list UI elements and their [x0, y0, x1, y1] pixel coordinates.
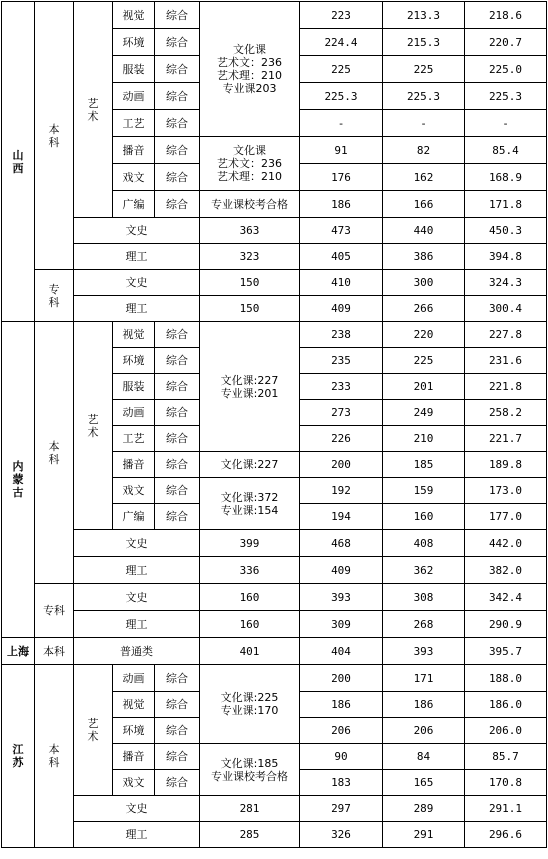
score-cell: 160	[383, 504, 465, 530]
score-cell: 473	[300, 218, 383, 244]
score-cell: 249	[383, 400, 465, 426]
major-cell: 视觉	[113, 322, 155, 348]
table-row	[2, 665, 547, 692]
major-cell: 服装	[113, 56, 155, 83]
subject-cell: 综合	[155, 426, 200, 452]
score-cell: 183	[300, 770, 383, 796]
score-cell: 268	[383, 611, 465, 638]
subject-cell: 综合	[155, 665, 200, 692]
major-cell: 播音	[113, 452, 155, 478]
score-cell: 290.9	[465, 611, 547, 638]
table-row	[2, 822, 547, 848]
level-cell-zhuanke: 专科	[35, 584, 74, 638]
level-cell-benke: 本科	[35, 638, 74, 665]
control-line-note: 文化课:227	[200, 452, 300, 478]
score-cell: -	[300, 110, 383, 137]
control-line-cell: 336	[200, 557, 300, 584]
score-cell: 273	[300, 400, 383, 426]
table-row	[2, 530, 547, 557]
score-cell: 159	[383, 478, 465, 504]
score-cell: 206	[383, 718, 465, 744]
control-line-note: 文化课 艺术文：236 艺术理：210	[200, 137, 300, 191]
table-row	[2, 296, 547, 322]
score-cell: 213.3	[383, 2, 465, 29]
score-cell: 220.7	[465, 29, 547, 56]
table-row	[2, 218, 547, 244]
category-cell: 文史	[74, 218, 200, 244]
major-cell: 工艺	[113, 426, 155, 452]
subject-cell: 综合	[155, 164, 200, 191]
score-cell: 206.0	[465, 718, 547, 744]
category-cell-art: 艺 术	[74, 665, 113, 796]
score-cell: 200	[300, 452, 383, 478]
level-cell-benke: 本 科	[35, 322, 74, 584]
major-cell: 服装	[113, 374, 155, 400]
category-cell: 文史	[74, 270, 200, 296]
score-cell: 450.3	[465, 218, 547, 244]
score-cell: 382.0	[465, 557, 547, 584]
score-cell: 201	[383, 374, 465, 400]
score-cell: 409	[300, 296, 383, 322]
score-cell: 440	[383, 218, 465, 244]
score-table-container	[1, 1, 547, 848]
score-cell: 408	[383, 530, 465, 557]
control-line-note: 专业课校考合格	[200, 191, 300, 218]
major-cell: 动画	[113, 665, 155, 692]
score-cell: 395.7	[465, 638, 547, 665]
category-cell: 理工	[74, 557, 200, 584]
score-cell: 442.0	[465, 530, 547, 557]
major-cell: 环境	[113, 29, 155, 56]
level-cell-benke: 本 科	[35, 2, 74, 270]
score-cell: 468	[300, 530, 383, 557]
score-cell: 192	[300, 478, 383, 504]
score-cell: 393	[300, 584, 383, 611]
score-cell: 394.8	[465, 244, 547, 270]
major-cell: 动画	[113, 83, 155, 110]
score-cell: 225.3	[300, 83, 383, 110]
subject-cell: 综合	[155, 83, 200, 110]
score-cell: 225	[383, 348, 465, 374]
category-cell: 文史	[74, 584, 200, 611]
subject-cell: 综合	[155, 322, 200, 348]
score-cell: 176	[300, 164, 383, 191]
score-cell: 186	[300, 692, 383, 718]
score-cell: 291.1	[465, 796, 547, 822]
table-row	[2, 244, 547, 270]
control-line-cell: 150	[200, 270, 300, 296]
score-cell: 218.6	[465, 2, 547, 29]
subject-cell: 综合	[155, 504, 200, 530]
score-cell: 171	[383, 665, 465, 692]
score-cell: 258.2	[465, 400, 547, 426]
score-cell: 165	[383, 770, 465, 796]
score-cell: 186.0	[465, 692, 547, 718]
control-line-cell: 399	[200, 530, 300, 557]
control-line-note: 文化课:372 专业课:154	[200, 478, 300, 530]
control-line-cell: 401	[200, 638, 300, 665]
score-cell: 186	[300, 191, 383, 218]
province-cell-shanxi: 山 西	[2, 2, 35, 322]
score-cell: 221.7	[465, 426, 547, 452]
score-cell: 342.4	[465, 584, 547, 611]
score-cell: 362	[383, 557, 465, 584]
province-cell-shanghai: 上海	[2, 638, 35, 665]
score-cell: 308	[383, 584, 465, 611]
subject-cell: 综合	[155, 478, 200, 504]
score-cell: 85.4	[465, 137, 547, 164]
score-cell: 189.8	[465, 452, 547, 478]
major-cell: 环境	[113, 348, 155, 374]
subject-cell: 综合	[155, 191, 200, 218]
score-cell: 200	[300, 665, 383, 692]
score-cell: 235	[300, 348, 383, 374]
control-line-cell: 160	[200, 584, 300, 611]
province-cell-jiangsu: 江 苏	[2, 665, 35, 848]
score-cell: 405	[300, 244, 383, 270]
score-cell: 238	[300, 322, 383, 348]
major-cell: 环境	[113, 718, 155, 744]
subject-cell: 综合	[155, 452, 200, 478]
score-cell: 221.8	[465, 374, 547, 400]
score-cell: 173.0	[465, 478, 547, 504]
score-cell: 233	[300, 374, 383, 400]
score-cell: 194	[300, 504, 383, 530]
major-cell: 动画	[113, 400, 155, 426]
table-row	[2, 611, 547, 638]
category-cell: 理工	[74, 822, 200, 848]
subject-cell: 综合	[155, 744, 200, 770]
score-cell: 225.0	[465, 56, 547, 83]
table-row	[2, 796, 547, 822]
score-cell: 226	[300, 426, 383, 452]
control-line-note: 文化课:225 专业课:170	[200, 665, 300, 744]
score-cell: 82	[383, 137, 465, 164]
category-cell: 文史	[74, 530, 200, 557]
score-cell: 168.9	[465, 164, 547, 191]
control-line-note: 文化课 艺术文：236 艺术理：210 专业课203	[200, 2, 300, 137]
category-cell: 普通类	[74, 638, 200, 665]
score-cell: 297	[300, 796, 383, 822]
category-cell: 理工	[74, 244, 200, 270]
table-row	[2, 322, 547, 348]
major-cell: 工艺	[113, 110, 155, 137]
score-cell: 215.3	[383, 29, 465, 56]
subject-cell: 综合	[155, 400, 200, 426]
control-line-cell: 281	[200, 796, 300, 822]
major-cell: 视觉	[113, 692, 155, 718]
subject-cell: 综合	[155, 718, 200, 744]
score-cell: 223	[300, 2, 383, 29]
score-cell: 171.8	[465, 191, 547, 218]
control-line-cell: 150	[200, 296, 300, 322]
score-cell: 300.4	[465, 296, 547, 322]
score-cell: 324.3	[465, 270, 547, 296]
subject-cell: 综合	[155, 110, 200, 137]
score-cell: 231.6	[465, 348, 547, 374]
major-cell: 戏文	[113, 478, 155, 504]
score-cell: 225	[300, 56, 383, 83]
admission-score-table	[1, 1, 547, 848]
province-cell-neimenggu: 内 蒙 古	[2, 322, 35, 638]
subject-cell: 综合	[155, 29, 200, 56]
subject-cell: 综合	[155, 374, 200, 400]
category-cell: 理工	[74, 611, 200, 638]
score-cell: 185	[383, 452, 465, 478]
score-cell: 166	[383, 191, 465, 218]
category-cell-art: 艺 术	[74, 2, 113, 218]
score-cell: 326	[300, 822, 383, 848]
score-cell: -	[383, 110, 465, 137]
table-row	[2, 2, 547, 29]
subject-cell: 综合	[155, 692, 200, 718]
major-cell: 戏文	[113, 770, 155, 796]
score-cell: 393	[383, 638, 465, 665]
score-cell: 296.6	[465, 822, 547, 848]
subject-cell: 综合	[155, 137, 200, 164]
score-cell: 186	[383, 692, 465, 718]
level-cell-benke: 本 科	[35, 665, 74, 848]
table-row	[2, 557, 547, 584]
score-cell: 177.0	[465, 504, 547, 530]
subject-cell: 综合	[155, 770, 200, 796]
control-line-note: 文化课:185 专业课校考合格	[200, 744, 300, 796]
subject-cell: 综合	[155, 348, 200, 374]
table-row	[2, 584, 547, 611]
score-cell: 227.8	[465, 322, 547, 348]
score-cell: 91	[300, 137, 383, 164]
control-line-cell: 363	[200, 218, 300, 244]
score-cell: 386	[383, 244, 465, 270]
category-cell: 理工	[74, 296, 200, 322]
score-cell: 170.8	[465, 770, 547, 796]
score-cell: -	[465, 110, 547, 137]
score-cell: 404	[300, 638, 383, 665]
major-cell: 广编	[113, 191, 155, 218]
score-cell: 90	[300, 744, 383, 770]
control-line-cell: 285	[200, 822, 300, 848]
score-cell: 289	[383, 796, 465, 822]
score-cell: 225	[383, 56, 465, 83]
score-cell: 210	[383, 426, 465, 452]
score-cell: 224.4	[300, 29, 383, 56]
score-cell: 309	[300, 611, 383, 638]
major-cell: 视觉	[113, 2, 155, 29]
score-cell: 291	[383, 822, 465, 848]
category-cell-art: 艺 术	[74, 322, 113, 530]
score-cell: 206	[300, 718, 383, 744]
score-cell: 266	[383, 296, 465, 322]
score-cell: 300	[383, 270, 465, 296]
table-row	[2, 270, 547, 296]
score-cell: 85.7	[465, 744, 547, 770]
table-row	[2, 638, 547, 665]
score-cell: 409	[300, 557, 383, 584]
score-cell: 84	[383, 744, 465, 770]
score-cell: 225.3	[383, 83, 465, 110]
subject-cell: 综合	[155, 56, 200, 83]
major-cell: 播音	[113, 137, 155, 164]
major-cell: 戏文	[113, 164, 155, 191]
major-cell: 播音	[113, 744, 155, 770]
category-cell: 文史	[74, 796, 200, 822]
score-cell: 220	[383, 322, 465, 348]
score-cell: 162	[383, 164, 465, 191]
score-cell: 188.0	[465, 665, 547, 692]
control-line-note: 文化课:227 专业课:201	[200, 322, 300, 452]
control-line-cell: 160	[200, 611, 300, 638]
control-line-cell: 323	[200, 244, 300, 270]
major-cell: 广编	[113, 504, 155, 530]
level-cell-zhuanke: 专 科	[35, 270, 74, 322]
score-cell: 410	[300, 270, 383, 296]
score-cell: 225.3	[465, 83, 547, 110]
subject-cell: 综合	[155, 2, 200, 29]
